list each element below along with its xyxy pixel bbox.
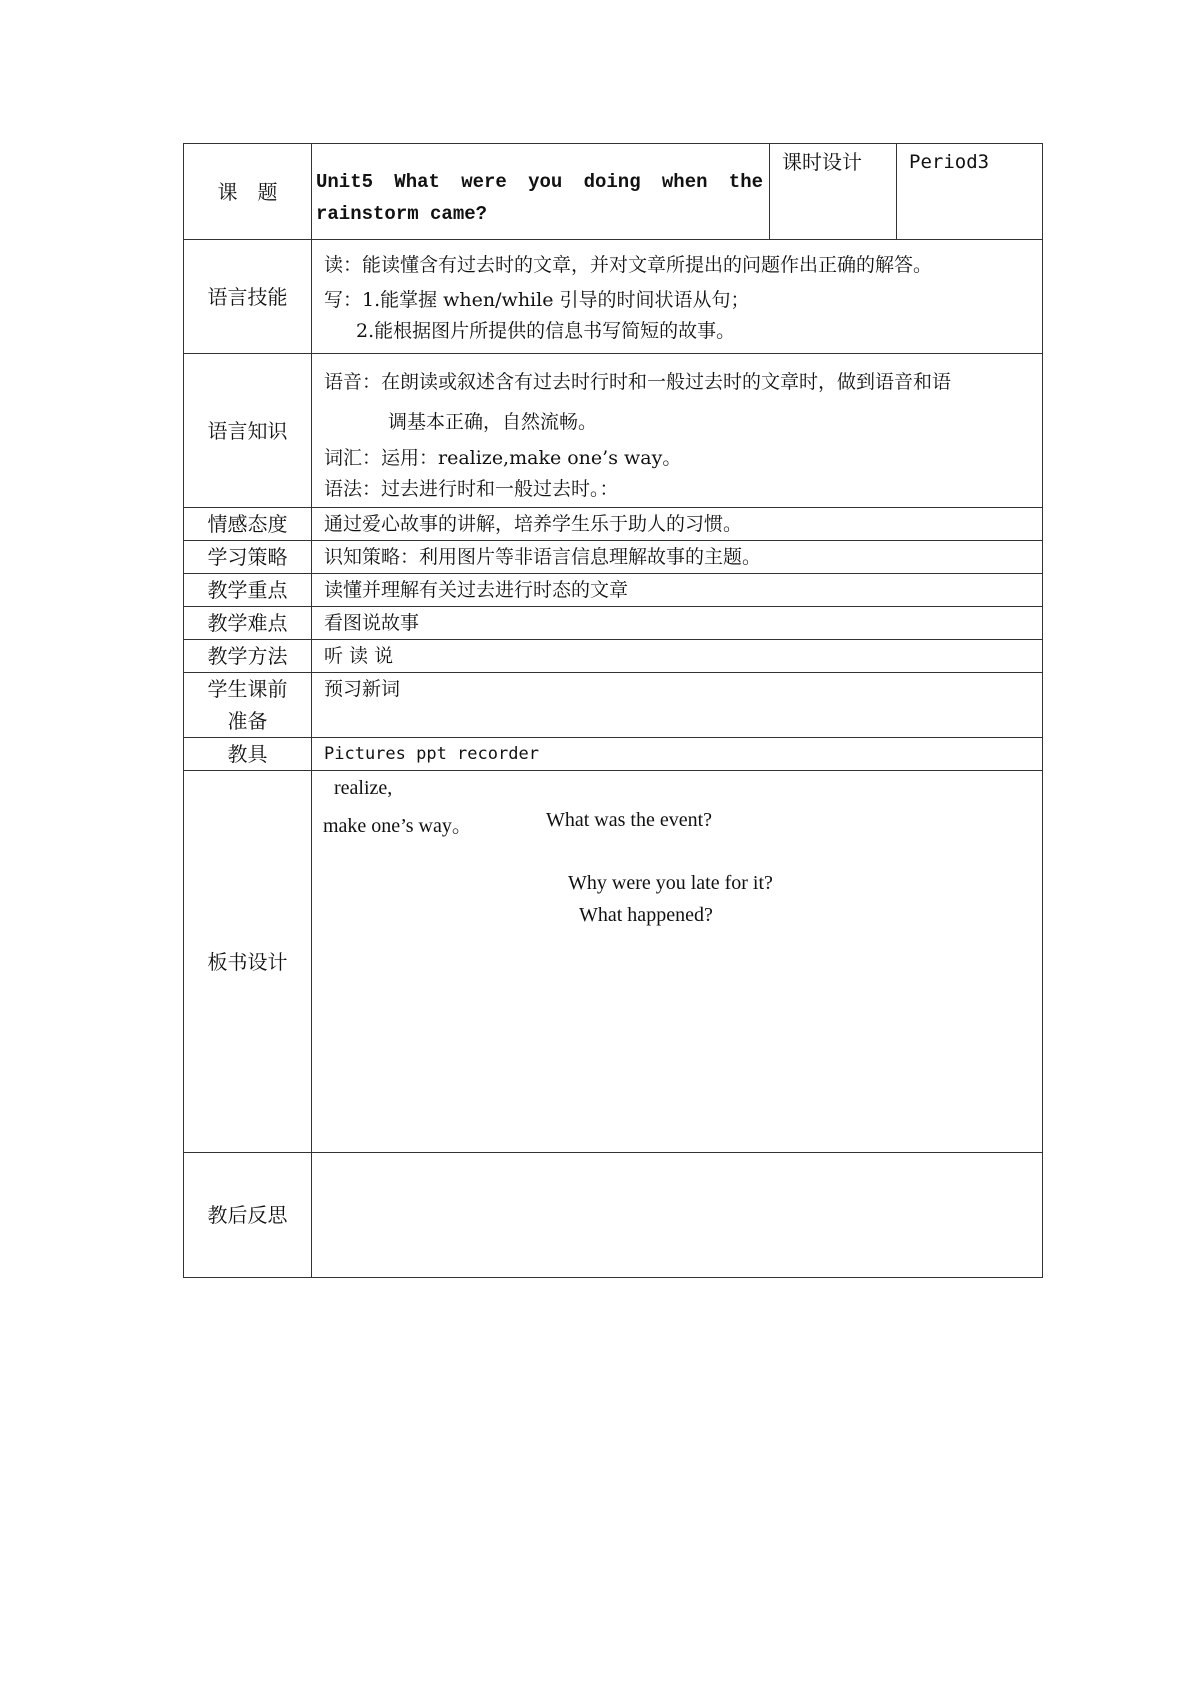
period-label: 课时设计	[770, 144, 897, 240]
board-design-content	[312, 771, 1043, 1153]
key-point-label: 教学重点	[184, 574, 312, 607]
board-line-event: What was the event?	[546, 809, 713, 831]
knowledge-line-pronunciation-cont: 调基本正确，自然流畅。	[388, 411, 598, 433]
reflection-row	[184, 1153, 1043, 1278]
period-value: Period3	[897, 144, 1043, 240]
language-knowledge-row	[184, 354, 1043, 508]
attitude-value: 通过爱心故事的讲解，培养学生乐于助人的习惯。	[312, 508, 1043, 541]
board-design-row	[184, 771, 1043, 1153]
topic-row	[184, 144, 1043, 240]
board-line-happened: What happened?	[579, 904, 713, 926]
reflection-label: 教后反思	[184, 1153, 312, 1278]
key-point-row	[184, 574, 1043, 607]
board-line-realize: realize,	[334, 777, 393, 799]
language-skills-row	[184, 240, 1043, 354]
strategy-label: 学习策略	[184, 541, 312, 574]
strategy-value: 识知策略：利用图片等非语言信息理解故事的主题。	[312, 541, 1043, 574]
tools-value: Pictures ppt recorder	[312, 738, 1043, 771]
language-skills-content	[312, 240, 1043, 354]
knowledge-line-pronunciation: 语音：在朗读或叙述含有过去时行时和一般过去时的文章时，做到语音和语	[324, 371, 952, 393]
language-knowledge-content	[312, 354, 1043, 508]
method-value: 听 读 说	[312, 640, 1043, 673]
topic-label: 课 题	[184, 144, 312, 240]
difficulty-label: 教学难点	[184, 607, 312, 640]
key-point-value: 读懂并理解有关过去进行时态的文章	[312, 574, 1043, 607]
knowledge-line-vocabulary: 词汇：运用：realize,make one’s way。	[324, 447, 682, 469]
skills-line-write-2: 2.能根据图片所提供的信息书写简短的故事。	[356, 320, 736, 342]
preparation-label: 学生课前准备	[184, 673, 312, 738]
language-skills-label: 语言技能	[184, 240, 312, 354]
lesson-plan-table	[183, 143, 1043, 1278]
board-design-label: 板书设计	[184, 771, 312, 1153]
method-label: 教学方法	[184, 640, 312, 673]
reflection-value	[312, 1153, 1043, 1278]
knowledge-line-grammar: 语法：过去进行时和一般过去时。：	[324, 478, 619, 500]
method-row	[184, 640, 1043, 673]
language-knowledge-label: 语言知识	[184, 354, 312, 508]
preparation-row	[184, 673, 1043, 738]
preparation-value: 预习新词	[312, 673, 1043, 738]
attitude-row	[184, 508, 1043, 541]
board-line-make-way: make one’s way。	[323, 815, 472, 837]
topic-value: Unit5 What were you doing when the rainstorm came?	[312, 144, 770, 240]
difficulty-row	[184, 607, 1043, 640]
difficulty-value: 看图说故事	[312, 607, 1043, 640]
tools-label: 教具	[184, 738, 312, 771]
tools-row	[184, 738, 1043, 771]
skills-line-read: 读：能读懂含有过去时的文章，并对文章所提出的问题作出正确的解答。	[324, 254, 933, 276]
attitude-label: 情感态度	[184, 508, 312, 541]
strategy-row	[184, 541, 1043, 574]
skills-line-write-1: 写：1.能掌握 when/while 引导的时间状语从句；	[324, 289, 750, 311]
board-line-late: Why were you late for it?	[568, 872, 773, 894]
